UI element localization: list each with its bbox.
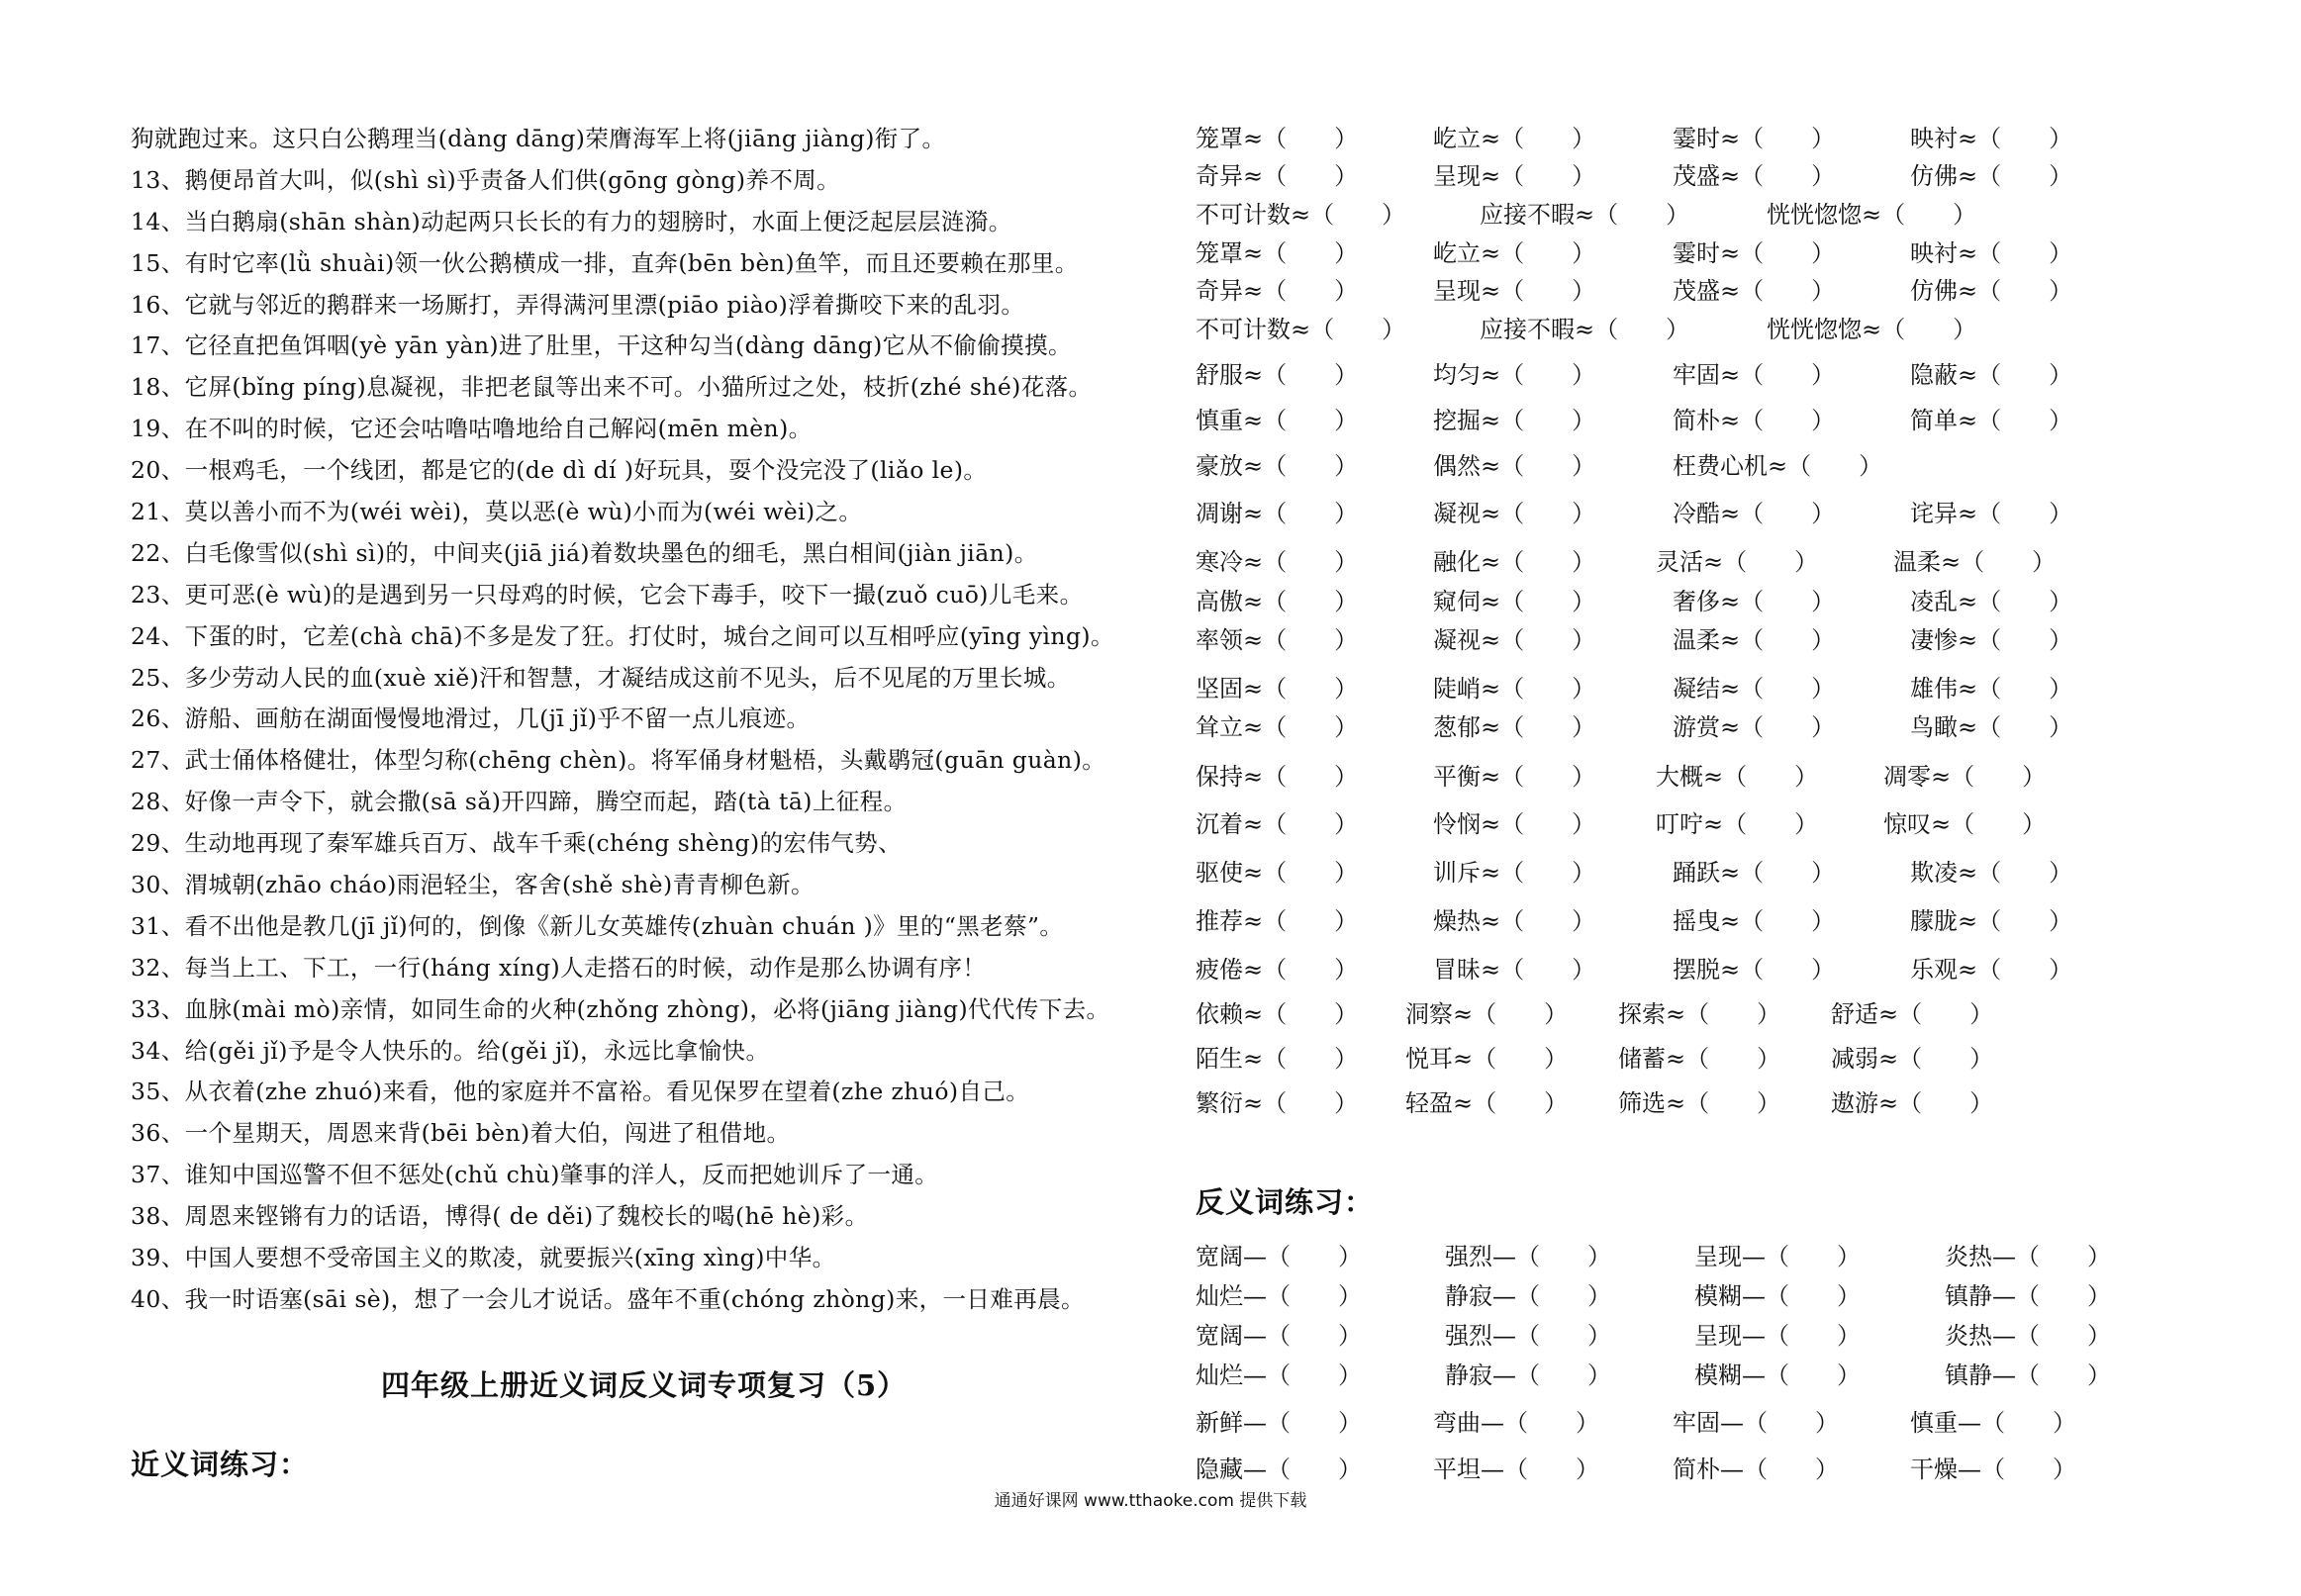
synonym-item: 洞察≈（ ） [1405,1000,1569,1028]
synonym-item: 舒服≈（ ） [1196,361,1359,389]
synonym-item: 平衡≈（ ） [1433,763,1596,791]
antonym-item: 强烈—（ ） [1445,1322,1611,1350]
antonym-item: 镇静—（ ） [1945,1361,2111,1389]
synonym-item: 茂盛≈（ ） [1673,277,1836,305]
synonym-item: 枉费心机≈（ ） [1673,452,1883,480]
footer-credit: 通通好课网 www.tthaoke.com 提供下载 [994,1491,1307,1511]
synonym-item: 不可计数≈（ ） [1196,316,1406,343]
antonym-item: 灿烂—（ ） [1196,1361,1362,1389]
synonym-item: 灵活≈（ ） [1656,548,1819,576]
synonym-item: 霎时≈（ ） [1673,239,1836,267]
exercise-line: 24、下蛋的时，它差(chà chā)不多是发了狂。打仗时，城台之间可以互相呼应(yīng yìng)。 [131,621,1114,650]
synonym-item: 慎重≈（ ） [1196,407,1359,434]
synonym-item: 诧异≈（ ） [1910,500,2073,527]
synonym-item: 呈现≈（ ） [1433,277,1596,305]
exercise-line: 27、武士俑体格健壮，体型匀称(chēng chèn)。将军俑身材魁梧，头戴鹖冠(guān guàn)。 [131,746,1106,775]
synonym-item: 遨游≈（ ） [1831,1089,1994,1117]
antonym-item: 模糊—（ ） [1694,1282,1861,1310]
exercise-line: 狗就跑过来。这只白公鹅理当(dàng dāng)荣膺海军上将(jiāng jiàng)衔了。 [131,125,946,152]
synonym-item: 屹立≈（ ） [1433,125,1596,152]
synonym-item: 乐观≈（ ） [1910,956,2073,984]
antonym-item: 强烈—（ ） [1445,1243,1611,1270]
synonym-item: 减弱≈（ ） [1831,1045,1994,1073]
antonym-item: 隐藏—（ ） [1196,1455,1362,1483]
synonym-item: 凌乱≈（ ） [1910,588,2073,615]
synonym-item: 隐蔽≈（ ） [1910,361,2073,389]
synonym-item: 豪放≈（ ） [1196,452,1359,480]
synonym-item: 温柔≈（ ） [1673,626,1836,654]
synonym-item: 游赏≈（ ） [1673,713,1836,741]
synonym-item: 怜悯≈（ ） [1433,810,1596,838]
synonym-item: 凋谢≈（ ） [1196,500,1359,527]
synonym-item: 朦胧≈（ ） [1910,907,2073,935]
synonym-item: 探索≈（ ） [1618,1000,1781,1028]
synonym-item: 笼罩≈（ ） [1196,125,1359,152]
synonym-item: 凝视≈（ ） [1433,626,1596,654]
exercise-line: 31、看不出他是教几(jī jǐ)何的，倒像《新儿女英雄传(zhuàn chuán )》里的“黑老蔡”。 [131,911,1064,940]
antonym-item: 宽阔—（ ） [1196,1243,1362,1270]
synonym-item: 寒冷≈（ ） [1196,548,1359,576]
exercise-line: 14、当白鹅扇(shān shàn)动起两只长长的有力的翅膀时，水面上便泛起层层涟漪。 [131,207,1012,235]
synonym-item: 雄伟≈（ ） [1910,675,2073,703]
synonym-item: 奇异≈（ ） [1196,277,1359,305]
synonym-item: 笼罩≈（ ） [1196,239,1359,267]
synonym-item: 筛选≈（ ） [1618,1089,1781,1117]
synonym-item: 惊叹≈（ ） [1883,810,2047,838]
antonym-item: 慎重—（ ） [1910,1409,2076,1437]
exercise-line: 19、在不叫的时候，它还会咕噜咕噜地给自己解闷(mēn mèn)。 [131,415,813,443]
synonym-item: 温柔≈（ ） [1893,548,2057,576]
synonym-item: 坚固≈（ ） [1196,675,1359,703]
synonym-item: 训斥≈（ ） [1433,859,1596,887]
synonym-item: 冒昧≈（ ） [1433,956,1596,984]
synonym-item: 耸立≈（ ） [1196,713,1359,741]
antonym-item: 炎热—（ ） [1945,1243,2111,1270]
synonym-item: 融化≈（ ） [1433,548,1596,576]
synonym-item: 鸟瞰≈（ ） [1910,713,2073,741]
exercise-line: 35、从衣着(zhe zhuó)来看，他的家庭并不富裕。看见保罗在望着(zhe zhuó)自己。 [131,1078,1030,1106]
antonym-item: 模糊—（ ） [1694,1361,1861,1389]
section-title: 四年级上册近义词反义词专项复习（5） [381,1368,908,1402]
antonym-item: 呈现—（ ） [1694,1322,1861,1350]
exercise-line: 34、给(gěi jǐ)予是令人快乐的。给(gěi jǐ)，永远比拿愉快。 [131,1036,770,1065]
synonym-item: 仿佛≈（ ） [1910,277,2073,305]
synonym-item: 摆脱≈（ ） [1673,956,1836,984]
exercise-line: 26、游船、画舫在湖面慢慢地滑过，几(jī jǐ)乎不留一点儿痕迹。 [131,704,811,733]
synonym-item: 依赖≈（ ） [1196,1000,1359,1028]
synonym-item: 轻盈≈（ ） [1405,1089,1569,1117]
synonym-item: 挖掘≈（ ） [1433,407,1596,434]
antonym-item: 镇静—（ ） [1945,1282,2111,1310]
synonym-item: 奇异≈（ ） [1196,162,1359,190]
synonym-item: 沉着≈（ ） [1196,810,1359,838]
exercise-line: 17、它径直把鱼饵咽(yè yān yàn)进了肚里，干这种勾当(dàng dāng)它从不偷偷摸摸。 [131,331,1072,360]
synonym-item: 简单≈（ ） [1910,407,2073,434]
exercise-line: 15、有时它率(lǜ shuài)领一伙公鹅横成一排，直奔(bēn bèn)鱼竿，而且还要赖在那里。 [131,248,1079,277]
exercise-line: 21、莫以善小而不为(wéi wèi)，莫以恶(è wù)小而为(wéi wèi)之。 [131,498,863,526]
synonym-item: 繁衍≈（ ） [1196,1089,1359,1117]
exercise-line: 29、生动地再现了秦军雄兵百万、战车千乘(chéng shèng)的宏伟气势、 [131,829,902,858]
antonym-item: 弯曲—（ ） [1433,1409,1599,1437]
synonym-item: 大概≈（ ） [1656,763,1819,791]
synonym-item: 窥伺≈（ ） [1433,588,1596,615]
antonym-item: 炎热—（ ） [1945,1322,2111,1350]
synonym-item: 呈现≈（ ） [1433,162,1596,190]
synonym-item: 牢固≈（ ） [1673,361,1836,389]
synonym-item: 茂盛≈（ ） [1673,162,1836,190]
antonym-item: 呈现—（ ） [1694,1243,1861,1270]
synonym-item: 储蓄≈（ ） [1618,1045,1781,1073]
synonym-item: 霎时≈（ ） [1673,125,1836,152]
synonym-item: 凝视≈（ ） [1433,500,1596,527]
exercise-line: 16、它就与邻近的鹅群来一场厮打，弄得满河里漂(piāo piào)浮着撕咬下来的乱羽。 [131,290,1025,319]
synonym-item: 推荐≈（ ） [1196,907,1359,935]
synonym-item: 奢侈≈（ ） [1673,588,1836,615]
antonym-item: 平坦—（ ） [1433,1455,1599,1483]
antonym-item: 新鲜—（ ） [1196,1409,1362,1437]
exercise-line: 30、渭城朝(zhāo cháo)雨浥轻尘，客舍(shě shè)青青柳色新。 [131,871,815,899]
synonym-item: 陌生≈（ ） [1196,1045,1359,1073]
synonym-item: 屹立≈（ ） [1433,239,1596,267]
synonym-item: 映衬≈（ ） [1910,125,2073,152]
synonym-item: 摇曳≈（ ） [1673,907,1836,935]
synonym-item: 燥热≈（ ） [1433,907,1596,935]
synonym-item: 疲倦≈（ ） [1196,956,1359,984]
synonym-item: 仿佛≈（ ） [1910,162,2073,190]
exercise-line: 40、我一时语塞(sāi sè)，想了一会儿才说话。盛年不重(chóng zhòng)来，一日难再晨。 [131,1284,1085,1313]
synonym-item: 凋零≈（ ） [1883,763,2047,791]
synonym-item: 冷酷≈（ ） [1673,500,1836,527]
exercise-line: 22、白毛像雪似(shì sì)的，中间夹(jiā jiá)着数块墨色的细毛，黑白相间(jiàn jiān)。 [131,538,1038,567]
exercise-line: 39、中国人要想不受帝国主义的欺凌，就要振兴(xīng xìng)中华。 [131,1244,836,1272]
synonym-item: 凄惨≈（ ） [1910,626,2073,654]
synonym-item: 叮咛≈（ ） [1656,810,1819,838]
antonym-item: 宽阔—（ ） [1196,1322,1362,1350]
exercise-line: 18、它屏(bǐng píng)息凝视，非把老鼠等出来不可。小猫所过之处，枝折(zhé shé)花落。 [131,373,1093,402]
synonym-item: 均匀≈（ ） [1433,361,1596,389]
antonym-item: 静寂—（ ） [1445,1282,1611,1310]
exercise-line: 25、多少劳动人民的血(xuè xiě)汗和智慧，才凝结成这前不见头，后不见尾的万里长城。 [131,663,1071,692]
exercise-line: 28、好像一声令下，就会撒(sā sǎ)开四蹄，腾空而起，踏(tà tā)上征程。 [131,788,908,816]
antonym-item: 静寂—（ ） [1445,1361,1611,1389]
synonym-item: 驱使≈（ ） [1196,859,1359,887]
synonym-item: 舒适≈（ ） [1831,1000,1994,1028]
exercise-line: 37、谁知中国巡警不但不惩处(chǔ chù)肇事的洋人，反而把她训斥了一通。 [131,1161,939,1189]
exercise-line: 32、每当上工、下工，一行(háng xíng)人走搭石的时候，动作是那么协调有序！ [131,953,987,982]
antonym-item: 简朴—（ ） [1673,1455,1839,1483]
synonym-item: 偶然≈（ ） [1433,452,1596,480]
exercise-line: 38、周恩来铿锵有力的话语，博得( de děi)了魏校长的喝(hē hè)彩。 [131,1202,869,1231]
synonym-item: 简朴≈（ ） [1673,407,1836,434]
synonym-item: 保持≈（ ） [1196,763,1359,791]
exercise-line: 36、一个星期天，周恩来背(bēi bèn)着大伯，闯进了租借地。 [131,1119,791,1148]
synonym-item: 葱郁≈（ ） [1433,713,1596,741]
antonym-item: 牢固—（ ） [1673,1409,1839,1437]
synonym-item: 陡峭≈（ ） [1433,675,1596,703]
synonym-item: 不可计数≈（ ） [1196,201,1406,229]
synonym-item: 映衬≈（ ） [1910,239,2073,267]
synonym-item: 率领≈（ ） [1196,626,1359,654]
exercise-line: 23、更可恶(è wù)的是遇到另一只母鸡的时候，它会下毒手，咬下一撮(zuǒ cuō)儿毛来。 [131,580,1084,609]
antonym-item: 干燥—（ ） [1910,1455,2076,1483]
exercise-line: 13、鹅便昂首大叫，似(shì sì)乎责备人们供(gōng gòng)养不周。 [131,165,841,194]
antonym-heading: 反义词练习： [1196,1185,1375,1219]
antonym-item: 灿烂—（ ） [1196,1282,1362,1310]
synonym-item: 高傲≈（ ） [1196,588,1359,615]
synonym-heading-left: 近义词练习： [131,1448,310,1481]
synonym-item: 悦耳≈（ ） [1405,1045,1569,1073]
synonym-item: 恍恍惚惚≈（ ） [1767,316,1977,343]
synonym-item: 凝结≈（ ） [1673,675,1836,703]
synonym-item: 应接不暇≈（ ） [1480,316,1690,343]
synonym-item: 踊跃≈（ ） [1673,859,1836,887]
exercise-line: 33、血脉(mài mò)亲情，如同生命的火种(zhǒng zhòng)，必将(jiāng jiàng)代代传下去。 [131,994,1110,1023]
synonym-item: 应接不暇≈（ ） [1480,201,1690,229]
synonym-item: 欺凌≈（ ） [1910,859,2073,887]
exercise-line: 20、一根鸡毛，一个线团，都是它的(de dì dí )好玩具，耍个没完没了(liǎo le)。 [131,456,988,485]
synonym-item: 恍恍惚惚≈（ ） [1767,201,1977,229]
